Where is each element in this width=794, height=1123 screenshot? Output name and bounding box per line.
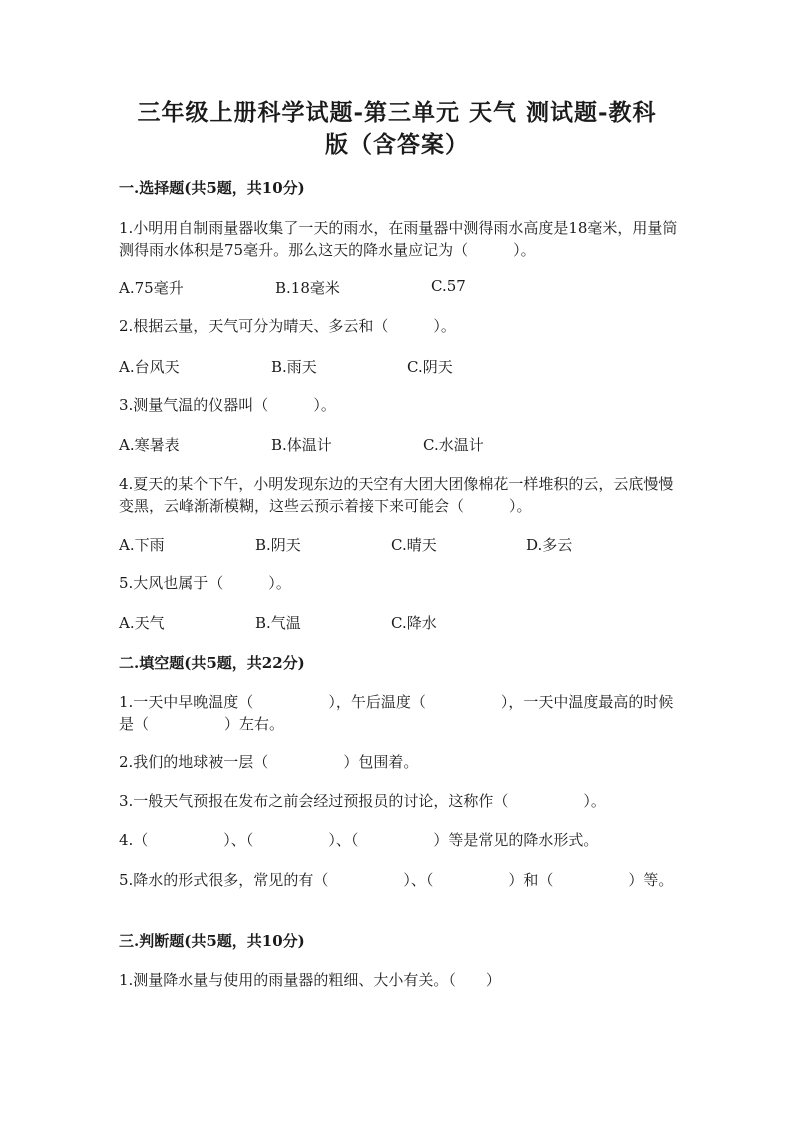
option-c: C.57	[431, 277, 466, 295]
option-c: C.晴天	[391, 536, 437, 554]
question-text: 1.一天中早晚温度（ ），午后温度（ ），一天中温度最高的时候是（ ）左右。	[119, 693, 674, 733]
option-a: A.寒暑表	[119, 436, 180, 454]
option-c: C.降水	[391, 614, 437, 632]
option-c: C.水温计	[423, 436, 484, 454]
section-heading-true-false: 三.判断题(共5题，共10分)	[119, 932, 305, 950]
option-b: B.体温计	[271, 436, 332, 454]
question-text: 2.根据云量，天气可分为晴天、多云和（ ）。	[119, 317, 456, 335]
question-text: 5.降水的形式很多，常见的有（ ）、（ ）和（ ）等。	[119, 871, 674, 889]
option-b: B.18毫米	[275, 279, 340, 297]
question-text: 5.大风也属于（ ）。	[119, 574, 291, 592]
option-b: B.阴天	[255, 536, 301, 554]
option-b: B.雨天	[271, 358, 317, 376]
question-text: 4.夏天的某个下午，小明发现东边的天空有大团大团像棉花一样堆积的云，云底慢慢变黑，云峰渐渐模糊，这些云预示着接下来可能会（ ）。	[119, 475, 674, 515]
section-heading-multiple-choice: 一.选择题(共5题，共10分)	[119, 179, 305, 197]
section-heading-fill-in: 二.填空题(共5题，共22分)	[119, 654, 305, 672]
question-text: 3.测量气温的仪器叫（ ）。	[119, 396, 336, 414]
option-b: B.气温	[255, 614, 301, 632]
option-a: A.下雨	[119, 536, 165, 554]
question-text: 2.我们的地球被一层（ ）包围着。	[119, 753, 419, 771]
option-a: A.台风天	[119, 358, 180, 376]
option-a: A.75毫升	[119, 279, 184, 297]
option-a: A.天气	[119, 614, 165, 632]
document-title-line-2: 版（含答案）	[325, 131, 469, 158]
question-text: 1.小明用自制雨量器收集了一天的雨水，在雨量器中测得雨水高度是18毫米，用量筒测得雨水体积是75毫升。那么这天的降水量应记为（ ）。	[119, 219, 678, 259]
option-c: C.阴天	[407, 358, 453, 376]
option-d: D.多云	[526, 536, 573, 554]
question-text: 4.（ ）、（ ）、（ ）等是常见的降水形式。	[119, 831, 599, 849]
question-text: 1.测量降水量与使用的雨量器的粗细、大小有关。（ ）	[119, 971, 501, 989]
question-text: 3.一般天气预报在发布之前会经过预报员的讨论，这称作（ ）。	[119, 792, 606, 810]
document-title-line-1: 三年级上册科学试题-第三单元 天气 测试题-教科	[137, 99, 657, 126]
